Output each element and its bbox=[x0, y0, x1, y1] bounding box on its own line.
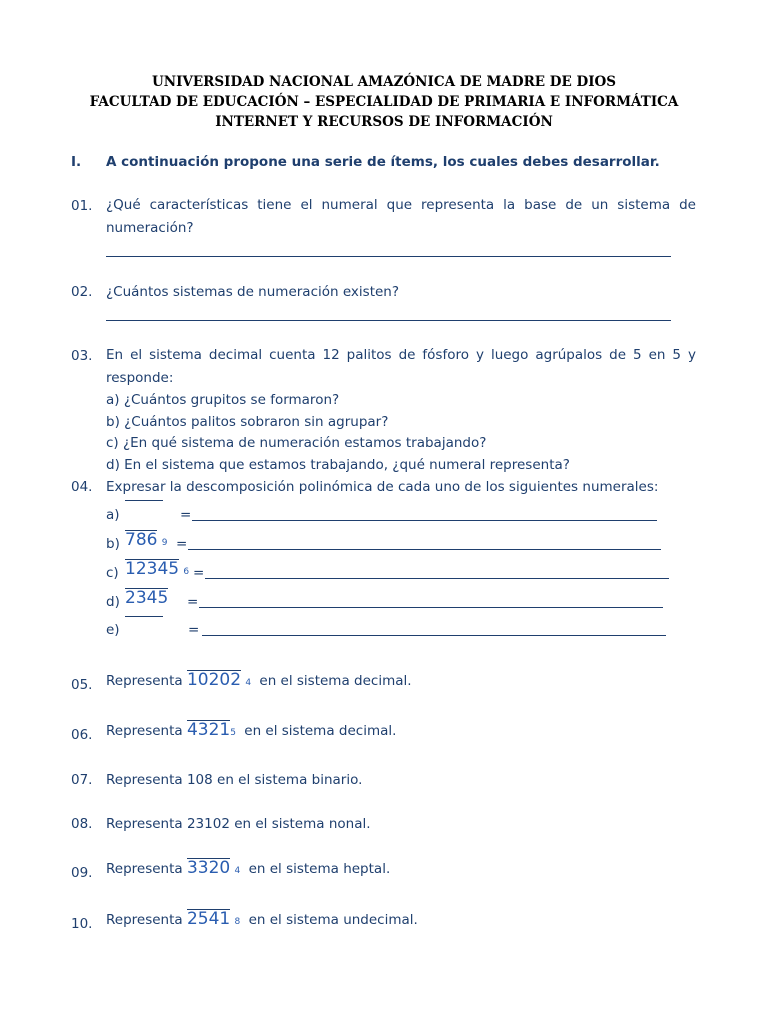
item-c-answer-line bbox=[205, 578, 669, 579]
question-03-item-b: b) ¿Cuántos palitos sobraron sin agrupar? bbox=[106, 414, 389, 430]
question-number-04: 04. bbox=[71, 479, 93, 495]
item-b-answer-line bbox=[188, 549, 661, 550]
q06-post: en el sistema decimal. bbox=[244, 723, 397, 739]
item-e-overline bbox=[125, 616, 163, 617]
question-text-06 bbox=[106, 720, 396, 739]
q10-value: 2541 bbox=[186, 909, 231, 929]
question-number-08: 08. bbox=[71, 816, 93, 832]
q09-base: 4 bbox=[234, 866, 241, 876]
item-c-numeral bbox=[125, 559, 189, 578]
item-d-equals: = bbox=[187, 594, 199, 610]
q10-pre: Representa bbox=[106, 912, 183, 928]
faculty-title: FACULTAD DE EDUCACIÓN – ESPECIALIDAD DE PRIMARIA E INFORMÁTICA bbox=[89, 94, 679, 110]
q05-pre: Representa bbox=[106, 673, 183, 689]
item-e-label: e) bbox=[106, 622, 120, 638]
question-number-10: 10. bbox=[71, 916, 93, 932]
item-d-numeral bbox=[125, 588, 168, 607]
item-c-label: c) bbox=[106, 565, 119, 581]
course-title: INTERNET Y RECURSOS DE INFORMACIÓN bbox=[215, 114, 553, 130]
q06-base: 5 bbox=[230, 728, 236, 738]
question-text-09 bbox=[106, 858, 390, 877]
question-number-06: 06. bbox=[71, 727, 93, 743]
item-b-base: 9 bbox=[161, 538, 168, 548]
question-text-02: ¿Cuántos sistemas de numeración existen? bbox=[106, 284, 400, 300]
question-text-01: ¿Qué características tiene el numeral que representa la base de un sistema de numeración? bbox=[106, 197, 696, 236]
item-c-value: 12345 bbox=[125, 559, 180, 579]
question-number-03: 03. bbox=[71, 348, 93, 364]
q06-value: 4321 bbox=[186, 720, 231, 740]
question-number-01: 01. bbox=[71, 198, 93, 214]
q05-post: en el sistema decimal. bbox=[259, 673, 412, 689]
q09-post: en el sistema heptal. bbox=[248, 861, 391, 877]
item-d-label: d) bbox=[106, 594, 120, 610]
q10-base: 8 bbox=[234, 917, 241, 927]
question-number-05: 05. bbox=[71, 677, 93, 693]
section-instruction: A continuación propone una serie de ítems, los cuales debes desarrollar. bbox=[106, 154, 660, 170]
item-a-overline bbox=[125, 500, 163, 501]
q10-post: en el sistema undecimal. bbox=[248, 912, 418, 928]
question-number-07: 07. bbox=[71, 772, 93, 788]
section-numeral: I. bbox=[71, 154, 82, 170]
q06-pre: Representa bbox=[106, 723, 183, 739]
item-a-label: a) bbox=[106, 507, 120, 523]
answer-line-01 bbox=[106, 256, 671, 257]
q05-base: 4 bbox=[245, 678, 252, 688]
question-03-item-d: d) En el sistema que estamos trabajando, ¿qué numeral representa? bbox=[106, 457, 570, 473]
question-text-04: Expresar la descomposición polinómica de cada uno de los siguientes numerales: bbox=[106, 479, 659, 495]
q09-pre: Representa bbox=[106, 861, 183, 877]
question-text-05 bbox=[106, 670, 412, 689]
item-b-label: b) bbox=[106, 536, 120, 552]
item-e-answer-line bbox=[202, 635, 666, 636]
university-title: UNIVERSIDAD NACIONAL AMAZÓNICA DE MADRE DE DIOS bbox=[151, 74, 617, 90]
item-a-answer-line bbox=[192, 520, 657, 521]
question-text-03: En el sistema decimal cuenta 12 palitos de fósforo y luego agrúpalos de 5 en 5 y responde: bbox=[106, 347, 696, 386]
item-c-base: 6 bbox=[183, 567, 190, 577]
item-b-value: 786 bbox=[125, 530, 158, 550]
item-c-equals: = bbox=[193, 565, 205, 581]
item-b-numeral bbox=[125, 530, 167, 549]
item-e-equals: = bbox=[188, 622, 200, 638]
question-03-item-a: a) ¿Cuántos grupitos se formaron? bbox=[106, 392, 340, 408]
question-text-07: Representa 108 en el sistema binario. bbox=[106, 772, 363, 788]
question-03-item-c: c) ¿En qué sistema de numeración estamos trabajando? bbox=[106, 435, 487, 451]
question-number-02: 02. bbox=[71, 284, 93, 300]
item-d-answer-line bbox=[199, 607, 663, 608]
q09-value: 3320 bbox=[186, 858, 231, 878]
question-text-08: Representa 23102 en el sistema nonal. bbox=[106, 816, 371, 832]
item-a-equals: = bbox=[180, 507, 192, 523]
question-number-09: 09. bbox=[71, 865, 93, 881]
answer-line-02 bbox=[106, 320, 671, 321]
q05-value: 10202 bbox=[186, 670, 242, 690]
item-d-value: 2345 bbox=[125, 588, 169, 608]
question-text-10 bbox=[106, 909, 418, 928]
item-b-equals: = bbox=[176, 536, 188, 552]
